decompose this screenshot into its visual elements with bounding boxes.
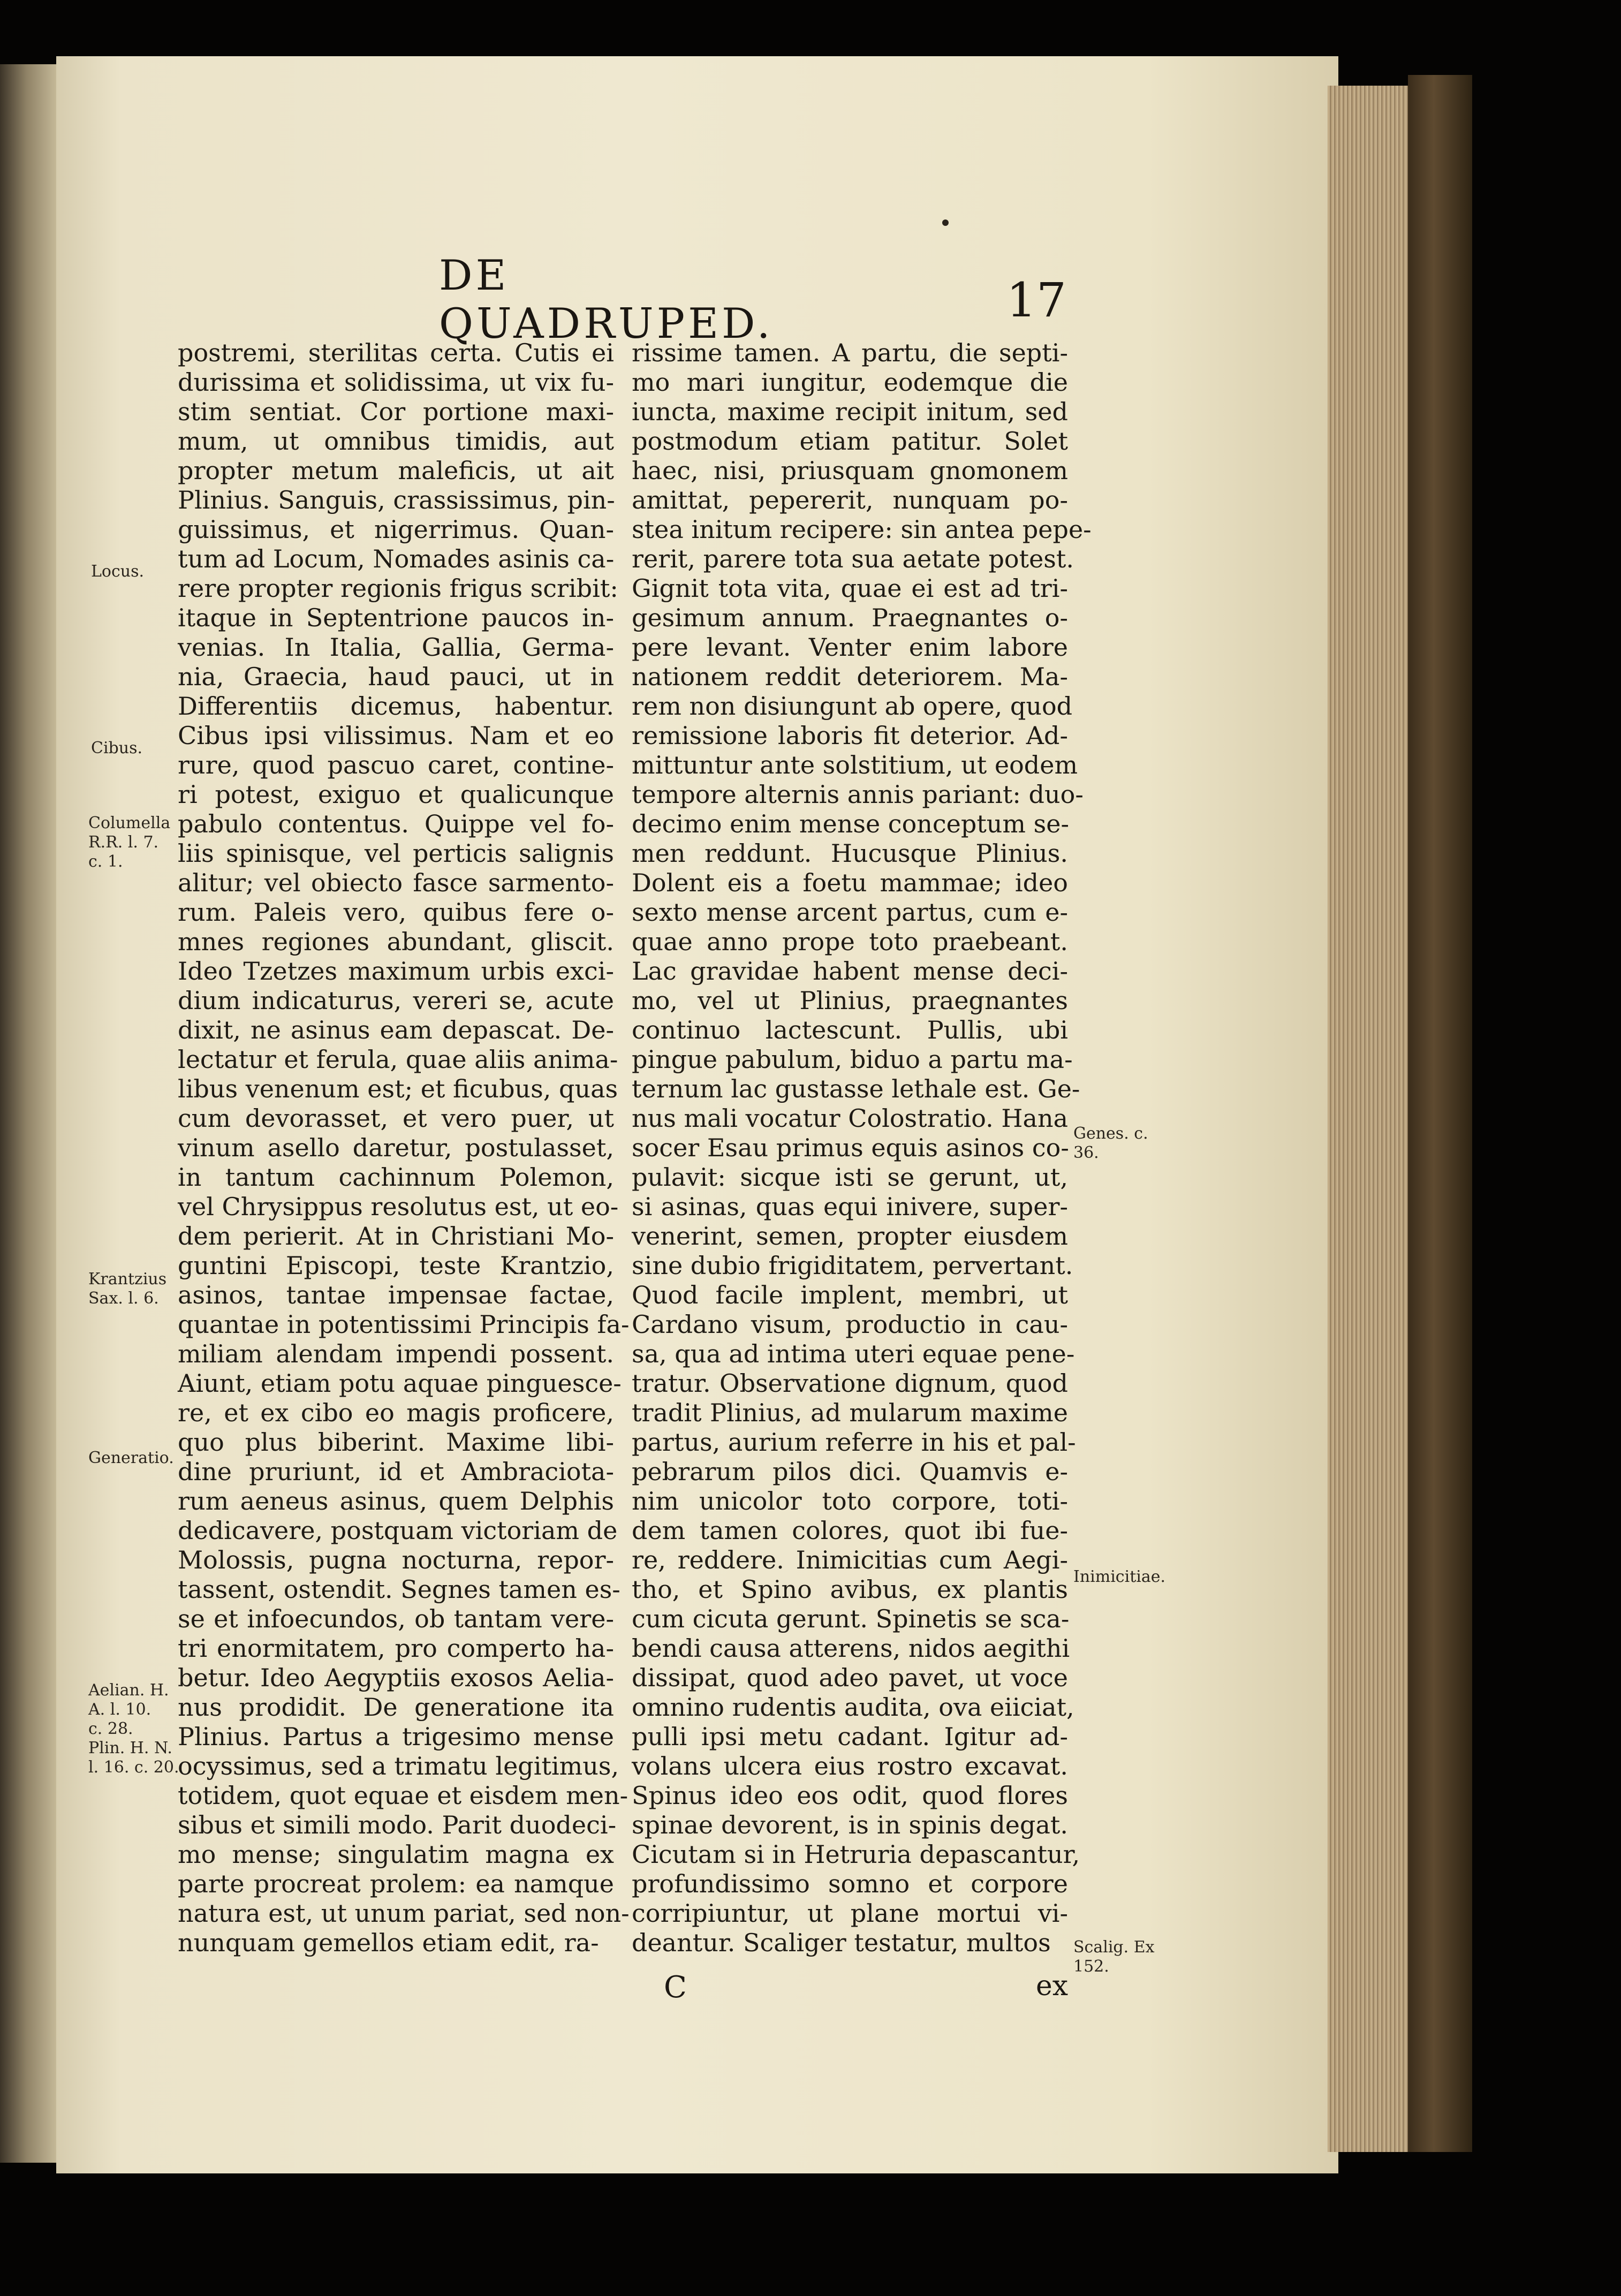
text-line: ternum lac gustasse lethale est. Ge- [632, 1074, 1080, 1103]
text-line: venias. In Italia, Gallia, Germa- [178, 633, 614, 662]
text-line: miliam alendam impendi possent. [178, 1339, 614, 1368]
text-line: pabulo contentus. Quippe vel fo- [178, 809, 614, 838]
text-line: rem non disiungunt ab opere, quod [632, 692, 1073, 721]
text-line: rum. Paleis vero, quibus fere o- [178, 898, 614, 927]
text-line: lectatur et ferula, quae aliis anima- [178, 1045, 618, 1074]
text-line: alitur; vel obiecto fasce sarmento- [178, 868, 614, 897]
text-line: Plinius. Sanguis, crassissimus, pin- [178, 486, 615, 514]
text-line: Molossis, pugna nocturna, repor- [178, 1545, 614, 1574]
text-line: corripiuntur, ut plane mortui vi- [632, 1899, 1068, 1928]
text-line: pulavit: sicque isti se gerunt, ut, [632, 1163, 1068, 1192]
margin-note-inimicitiae: Inimicitiae. [1073, 1567, 1166, 1586]
text-line: nationem reddit deteriorem. Ma- [632, 662, 1068, 691]
text-line: tassent, ostendit. Segnes tamen es- [178, 1575, 620, 1604]
text-line: ocyssimus, sed a trimatu legitimus, [178, 1752, 619, 1780]
catchword: ex [1036, 1970, 1069, 2002]
text-line: tempore alternis annis pariant: duo- [632, 780, 1084, 809]
text-line: nim unicolor toto corpore, toti- [632, 1487, 1068, 1515]
text-line: cum devorasset, et vero puer, ut [178, 1104, 614, 1133]
text-line: quae anno prope toto praebeant. [632, 927, 1068, 956]
text-line: Cibus ipsi vilissimus. Nam et eo [178, 721, 614, 750]
page-block-edges [1328, 86, 1408, 2152]
previous-page-edge [0, 64, 59, 2163]
text-line: vel Chrysippus resolutus est, ut eo- [178, 1192, 619, 1221]
text-line: postremi, sterilitas certa. Cutis ei [178, 338, 614, 367]
ink-speck [942, 219, 949, 226]
margin-note-locus: Locus. [91, 562, 145, 581]
text-line: nunquam gemellos etiam edit, ra- [178, 1928, 599, 1957]
text-line: nus prodidit. De generatione ita [178, 1693, 614, 1722]
text-line: Gignit tota vita, quae ei est ad tri- [632, 574, 1068, 603]
text-line: Quod facile implent, membri, ut [632, 1280, 1068, 1309]
text-line: mum, ut omnibus timidis, aut [178, 427, 614, 456]
text-line: guntini Episcopi, teste Krantzio, [178, 1251, 614, 1280]
signature-mark: C [664, 1970, 687, 2005]
text-line: dem perierit. At in Christiani Mo- [178, 1222, 614, 1251]
text-line: mnes regiones abundant, gliscit. [178, 927, 614, 956]
text-line: Cardano visum, productio in cau- [632, 1310, 1068, 1339]
text-line: volans ulcera eius rostro excavat. [632, 1752, 1068, 1780]
text-line: stea initum recipere: sin antea pepe- [632, 515, 1092, 544]
margin-note-krantzius: Krantzius Sax. l. 6. [88, 1270, 167, 1308]
text-line: profundissimo somno et corpore [632, 1869, 1068, 1898]
text-line: tho, et Spino avibus, ex plantis [632, 1575, 1068, 1604]
text-line: spinae devorent, is in spinis degat. [632, 1810, 1068, 1839]
margin-note-aelian: Aelian. H. A. l. 10. c. 28. Plin. H. N. l. 16. c. 20. [88, 1681, 179, 1777]
text-line: men reddunt. Hucusque Plinius. [632, 839, 1068, 868]
text-line: betur. Ideo Aegyptiis exosos Aelia- [178, 1663, 614, 1692]
text-line: continuo lactescunt. Pullis, ubi [632, 1016, 1068, 1044]
right-text-column [632, 338, 1092, 1958]
text-line: ri potest, exiguo et qualicunque [178, 780, 614, 809]
text-line: decimo enim mense conceptum se- [632, 809, 1070, 838]
text-line: sa, qua ad intima uteri equae pene- [632, 1339, 1075, 1368]
text-line: dedicavere, postquam victoriam de [178, 1516, 618, 1545]
text-line: haec, nisi, priusquam gnomonem [632, 456, 1068, 485]
text-line: mo mense; singulatim magna ex [178, 1840, 614, 1869]
text-line: dem tamen colores, quot ibi fue- [632, 1516, 1068, 1545]
text-line: nia, Graecia, haud pauci, ut in [178, 662, 614, 691]
margin-note-scalig: Scalig. Ex 152. [1073, 1938, 1155, 1976]
text-line: gesimum annum. Praegnantes o- [632, 603, 1068, 632]
text-line: tradit Plinius, ad mularum maxime [632, 1398, 1068, 1427]
text-line: rum aeneus asinus, quem Delphis [178, 1487, 614, 1515]
text-line: itaque in Septentrione paucos in- [178, 603, 614, 632]
text-line: rere propter regionis frigus scribit: [178, 574, 618, 603]
text-line: mo mari iungitur, eodemque die [632, 368, 1068, 397]
margin-note-genes: Genes. c. 36. [1073, 1124, 1148, 1162]
text-line: iuncta, maxime recipit initum, sed [632, 397, 1068, 426]
text-line: si asinas, quas equi inivere, super- [632, 1192, 1068, 1221]
text-line: sexto mense arcent partus, cum e- [632, 898, 1068, 927]
margin-note-cibus: Cibus. [91, 739, 143, 757]
text-line: dine pruriunt, id et Ambraciota- [178, 1457, 614, 1486]
text-line: postmodum etiam patitur. Solet [632, 427, 1068, 456]
text-line: deantur. Scaliger testatur, multos [632, 1928, 1051, 1957]
text-line: bendi causa atterens, nidos aegithi [632, 1634, 1070, 1663]
margin-note-columella: Columella R.R. l. 7. c. 1. [88, 814, 171, 871]
text-line: cum cicuta gerunt. Spinetis se sca- [632, 1604, 1070, 1633]
text-line: in tantum cachinnum Polemon, [178, 1163, 614, 1192]
text-line: Dolent eis a foetu mammae; ideo [632, 868, 1068, 897]
text-line: dissipat, quod adeo pavet, ut voce [632, 1663, 1068, 1692]
text-line: mo, vel ut Plinius, praegnantes [632, 986, 1068, 1015]
text-line: durissima et solidissima, ut vix fu- [178, 368, 614, 397]
text-line: re, reddere. Inimicitias cum Aegi- [632, 1545, 1068, 1574]
text-line: remissione laboris fit deterior. Ad- [632, 721, 1068, 750]
text-line: venerint, semen, propter eiusdem [632, 1222, 1068, 1251]
text-line: stim sentiat. Cor portione maxi- [178, 397, 614, 426]
text-line: pulli ipsi metu cadant. Igitur ad- [632, 1722, 1068, 1751]
text-line: totidem, quot equae et eisdem men- [178, 1781, 628, 1810]
text-line: se et infoecundos, ob tantam vere- [178, 1604, 614, 1633]
page-number: 17 [1006, 272, 1066, 328]
text-line: pingue pabulum, biduo a partu ma- [632, 1045, 1073, 1074]
text-line: dixit, ne asinus eam depascat. De- [178, 1016, 614, 1044]
book-cover [1408, 75, 1472, 2152]
text-line: natura est, ut unum pariat, sed non- [178, 1899, 630, 1928]
text-line: partus, aurium referre in his et pal- [632, 1428, 1076, 1457]
text-line: propter metum maleficis, ut ait [178, 456, 614, 485]
text-line: Ideo Tzetzes maximum urbis exci- [178, 957, 614, 986]
left-text-column [178, 338, 630, 1958]
text-line: pebrarum pilos dici. Quamvis e- [632, 1457, 1068, 1486]
text-line: Plinius. Partus a trigesimo mense [178, 1722, 614, 1751]
text-line: guissimus, et nigerrimus. Quan- [178, 515, 614, 544]
text-line: asinos, tantae impensae factae, [178, 1280, 614, 1309]
text-line: quantae in potentissimi Principis fa- [178, 1310, 630, 1339]
text-line: dium indicaturus, vereri se, acute [178, 986, 614, 1015]
text-line: re, et ex cibo eo magis proficere, [178, 1398, 614, 1427]
text-line: pere levant. Venter enim labore [632, 633, 1068, 662]
text-line: Aiunt, etiam potu aquae pinguesce- [178, 1369, 622, 1398]
running-head: DE QUADRUPED. [439, 252, 774, 348]
margin-note-generatio: Generatio. [88, 1449, 174, 1467]
text-line: Cicutam si in Hetruria depascantur, [632, 1840, 1080, 1869]
text-line: Differentiis dicemus, habentur. [178, 692, 614, 721]
text-line: rerit, parere tota sua aetate potest. [632, 544, 1074, 573]
text-line: sine dubio frigiditatem, pervertant. [632, 1251, 1073, 1280]
text-line: rure, quod pascuo caret, contine- [178, 751, 614, 779]
text-line: tri enormitatem, pro comperto ha- [178, 1634, 614, 1663]
text-line: sibus et simili modo. Parit duodeci- [178, 1810, 617, 1839]
text-line: libus venenum est; et ficubus, quas [178, 1074, 618, 1103]
text-line: Spinus ideo eos odit, quod flores [632, 1781, 1068, 1810]
text-line: mittuntur ante solstitium, ut eodem [632, 751, 1078, 779]
text-line: vinum asello daretur, postulasset, [178, 1133, 614, 1162]
text-line: nus mali vocatur Colostratio. Hana [632, 1104, 1068, 1133]
text-line: socer Esau primus equis asinos co- [632, 1133, 1069, 1162]
text-line: tum ad Locum, Nomades asinis ca- [178, 544, 615, 573]
text-line: omnino rudentis audita, ova eiiciat, [632, 1693, 1074, 1722]
text-line: parte procreat prolem: ea namque [178, 1869, 614, 1898]
text-line: Lac gravidae habent mense deci- [632, 957, 1068, 986]
text-line: rissime tamen. A partu, die septi- [632, 338, 1068, 367]
text-line: tratur. Observatione dignum, quod [632, 1369, 1068, 1398]
text-line: amittat, pepererit, nunquam po- [632, 486, 1068, 514]
text-line: liis spinisque, vel perticis salignis [178, 839, 614, 868]
text-line: quo plus biberint. Maxime libi- [178, 1428, 614, 1457]
